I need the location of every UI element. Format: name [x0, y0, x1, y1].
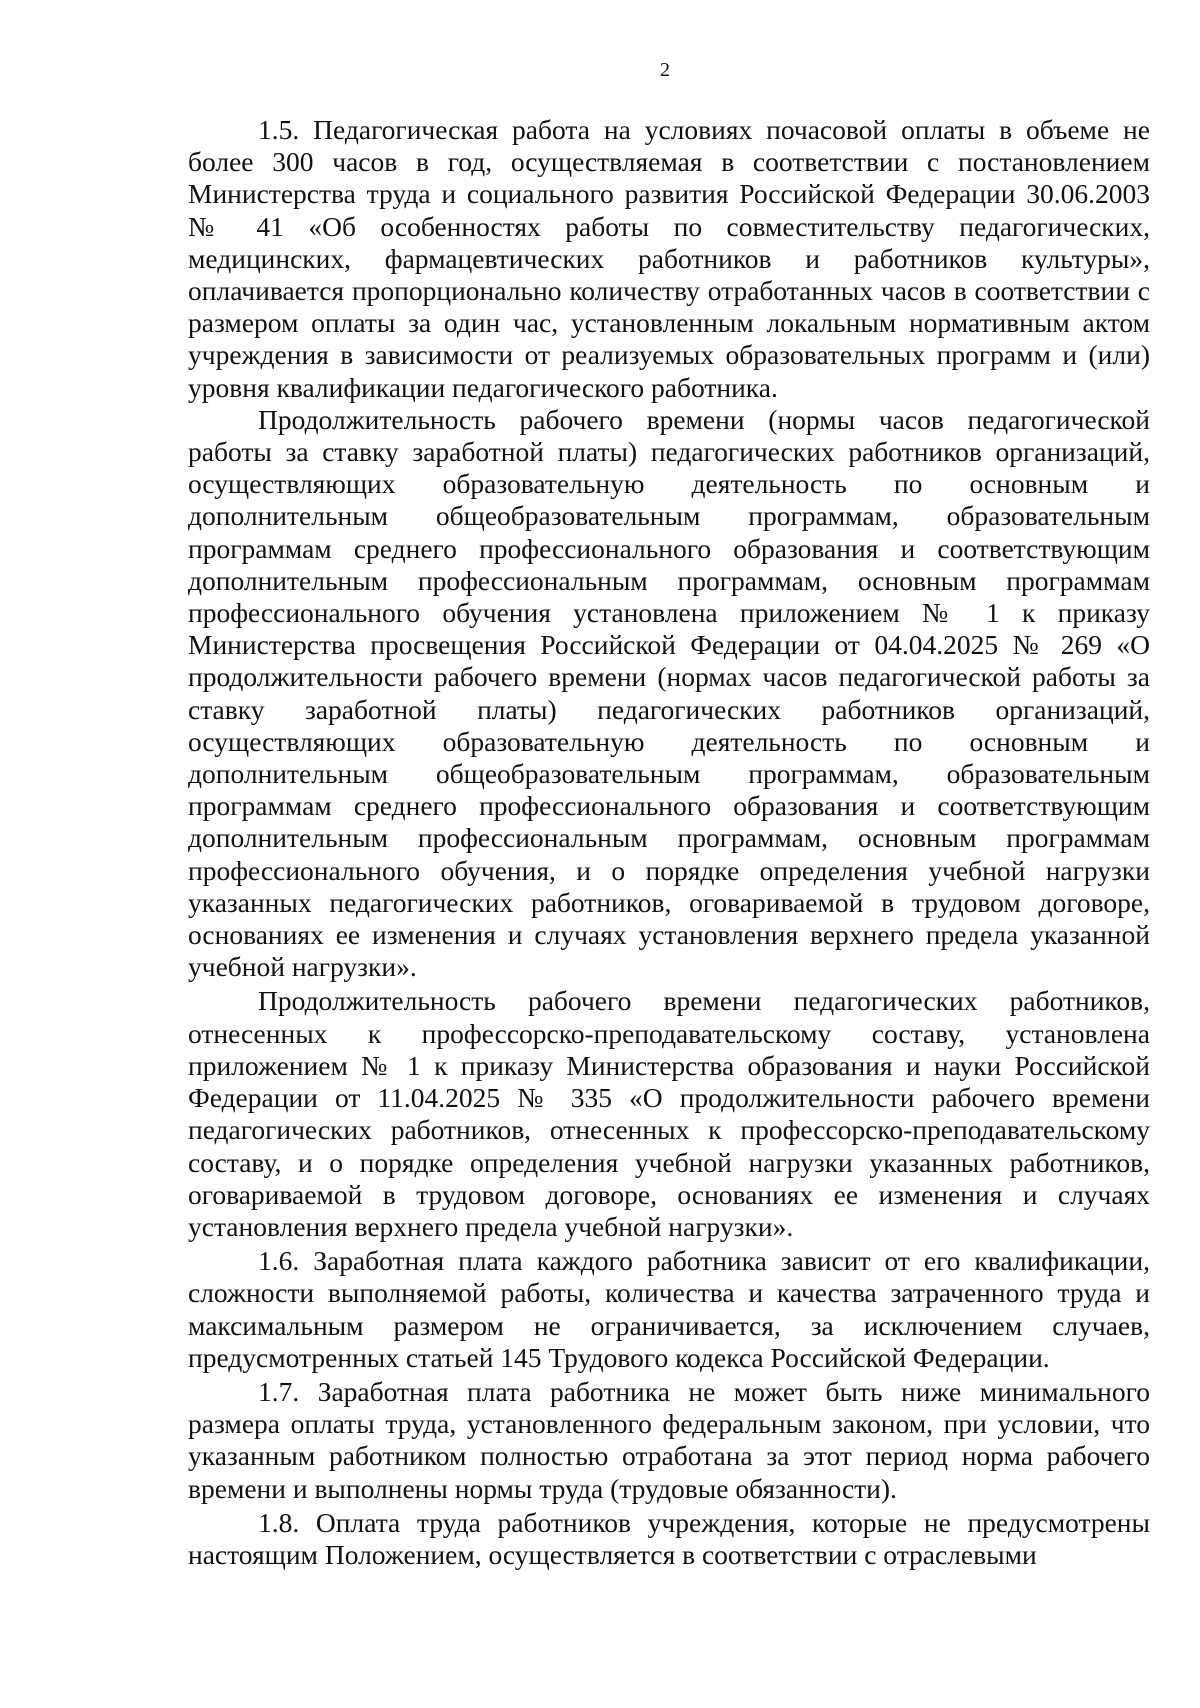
paragraph-1-7: 1.7. Заработная плата работника не может быть ниже минимального размера оплаты труда, установленного федеральным законом, при условии, что указанным работником полностью отработана за этот период норма рабочего времени и выполнены нормы труда (трудовые обязанности). [188, 1375, 1150, 1504]
paragraph-working-time-teachers: Продолжительность рабочего времени (нормы часов педагогической работы за ставку заработной платы) педагогических работников организаций, осуществляющих образовательную деятельность по основным и дополнительным общеобразовательным программам, образовательным программам среднего профессионального образования и соответствующим дополнительным профессиональным программам, основным программам профессионального обучения установлена приложением № 1 к приказу Министерства просвещения Российской Федерации от 04.04.2025 № 269 «О продолжительности рабочего времени (нормах часов педагогической работы за ставку заработной платы) педагогических работников организаций, осуществляющих образовательную деятельность по основным и дополнительным общеобразовательным программам, образовательным программам среднего профессионального образования и соответствующим дополнительным профессиональным программам, основным программам профессионального обучения, и о порядке определения учебной нагрузки указанных педагогических работников, оговариваемой в трудовом договоре, основаниях ее изменения и случаях установления верхнего предела указанной учебной нагрузки». [188, 403, 1150, 983]
paragraph-1-6: 1.6. Заработная плата каждого работника зависит от его квалификации, сложности выполняемой работы, количества и качества затраченного труда и максимальным размером не ограничивается, за исключением случаев, предусмотренных статьей 145 Трудового кодекса Российской Федерации. [188, 1245, 1150, 1373]
paragraph-1-5: 1.5. Педагогическая работа на условиях почасовой оплаты в объеме не более 300 часов в год, осуществляемая в соответствии с постановлением Министерства труда и социального развития Российской Федерации 30.06.2003 № 41 «Об особенностях работы по совместительству педагогических, медицинских, фармацевтических работников и работников культуры», оплачивается пропорционально количеству отработанных часов в соответствии с размером оплаты за один час, установленным локальным нормативным актом учреждения в зависимости от реализуемых образовательных программ и (или) уровня квалификации педагогического работника. [188, 114, 1150, 403]
page-number: 2 [660, 59, 670, 81]
paragraph-1-8: 1.8. Оплата труда работников учреждения, которые не предусмотрены настоящим Положением, осуществляется в соответствии с отраслевыми [188, 1506, 1150, 1570]
paragraph-working-time-professors: Продолжительность рабочего времени педагогических работников, отнесенных к профессорско-преподавательскому составу, установлена приложением № 1 к приказу Министерства образования и науки Российской Федерации от 11.04.2025 № 335 «О продолжительности рабочего времени педагогических работников, отнесенных к профессорско-преподавательскому составу, и о порядке определения учебной нагрузки указанных работников, оговариваемой в трудовом договоре, основаниях ее изменения и случаях установления верхнего предела учебной нагрузки». [188, 985, 1150, 1242]
document-body [188, 114, 1150, 1571]
